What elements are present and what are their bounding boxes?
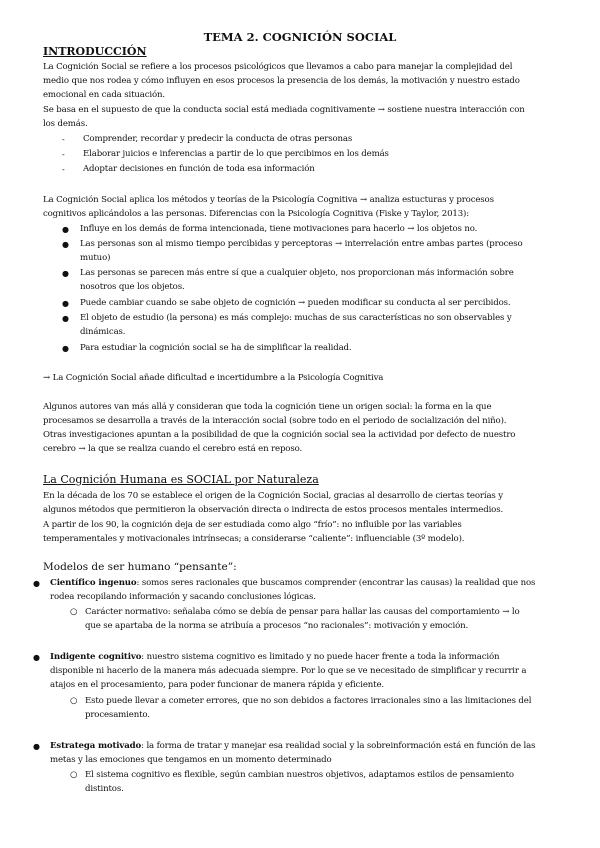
bullet-item-cont: dinámicas. <box>80 327 126 337</box>
bullet-item: Para estudiar la cognición social se ha de simplificar la realidad. <box>80 343 352 353</box>
model-sub-line: Carácter normativo: señalaba cómo se debía de pensar para hallar las causas del comportamiento → lo <box>85 607 520 617</box>
bullet-dot: ● <box>33 653 40 662</box>
arrow-note: → La Cognición Social añade dificultad e incertidumbre a la Psicología Cognitiva <box>43 373 384 383</box>
sub-bullet-circle: ○ <box>70 770 78 780</box>
model-line: Científico ingenuo: somos seres racionales que buscamos comprender (encontrar las causas) la realidad que nos <box>50 578 536 588</box>
intro-heading: INTRODUCCIÓN <box>43 45 147 58</box>
dash-item: Comprender, recordar y predecir la conducta de otras personas <box>83 134 353 144</box>
dash-marker: - <box>62 165 65 174</box>
section2-line: algunos métodos que permitieron la observación directa o indirecta de estos procesos mentales intermedios. <box>43 505 504 515</box>
bullet-item: Las personas se parecen más entre sí que a cualquier objeto, nos proporcionan más información sobre <box>80 268 514 278</box>
intro-p1-line: La Cognición Social se refiere a los procesos psicológicos que llevamos a cabo para manejar la complejidad del <box>43 62 513 72</box>
intro-p2-line: los demás. <box>43 119 88 129</box>
section2-line: temperamentales y motivacionales intrínsecas; a considerarse “caliente”: influenciable (3º modelo). <box>43 534 465 544</box>
section3-heading: Modelos de ser humano “pensante”: <box>43 561 237 573</box>
bullet-item: Las personas son al mismo tiempo percibidas y perceptoras → interrelación entre ambas partes (proceso <box>80 239 523 249</box>
bullet-dot: ● <box>62 269 69 278</box>
dash-item: Adoptar decisiones en función de toda esa información <box>83 164 315 174</box>
bullet-dot: ● <box>33 742 40 751</box>
bullet-dot: ● <box>62 240 69 249</box>
bullet-item-cont: mutuo) <box>80 253 111 263</box>
model-sub-line: El sistema cognitivo es flexible, según cambian nuestros objetivos, adaptamos estilos de pensamiento <box>85 770 514 780</box>
intro-p4-line: procesamos se desarrolla a través de la interacción social (sobre todo en el periodo de socialización del niño). <box>43 416 507 426</box>
model-sub-line: Esto puede llevar a cometer errores, que no son debidos a factores irracionales sino a las limitaciones del <box>85 696 532 706</box>
section2-heading: La Cognición Humana es SOCIAL por Naturaleza <box>43 473 319 486</box>
bullet-dot: ● <box>33 579 40 588</box>
dash-item: Elaborar juicios e inferencias a partir de lo que percibimos en los demás <box>83 149 389 159</box>
bullet-item-cont: nosotros que los objetos. <box>80 282 185 292</box>
section2-line: A partir de los 90, la cognición deja de ser estudiada como algo “frío”: no influible por las variables <box>43 520 462 530</box>
model-line: Indigente cognitivo: nuestro sistema cognitivo es limitado y no puede hacer frente a toda la información <box>50 652 500 662</box>
bullet-dot: ● <box>62 299 69 308</box>
model-line: atajos en el procesamiento, para poder funcionar de manera rápida y eficiente. <box>50 680 384 690</box>
dash-marker: - <box>62 150 65 159</box>
bullet-dot: ● <box>62 225 69 234</box>
model-sub-line: procesamiento. <box>85 710 150 720</box>
model-line: Estratega motivado: la forma de tratar y manejar esa realidad social y la sobreinformación está en función de las <box>50 741 536 751</box>
intro-p3-line: cognitivos aplicándolos a las personas. Diferencias con la Psicología Cognitiva (Fiske y Taylor, 2013): <box>43 209 469 219</box>
bullet-item: Influye en los demás de forma intencionada, tiene motivaciones para hacerlo → los objetos no. <box>80 224 478 234</box>
model-term: Estratega motivado <box>50 741 142 751</box>
model-sub-line: que se apartaba de la norma se atribuía a procesos “no racionales”: motivación y emoción. <box>85 621 469 631</box>
model-term: Científico ingenuo <box>50 578 137 588</box>
bullet-dot: ● <box>62 314 69 323</box>
dash-marker: - <box>62 135 65 144</box>
intro-p1-line: emocional en cada situación. <box>43 90 165 100</box>
intro-p3-line: La Cognición Social aplica los métodos y teorías de la Psicología Cognitiva → analiza estucturas y procesos <box>43 195 494 205</box>
intro-p2-line: Se basa en el supuesto de que la conducta social está mediada cognitivamente → sostiene nuestra interacción con <box>43 105 525 115</box>
model-line: rodea recopilando información y sacando conclusiones lógicas. <box>50 592 316 602</box>
intro-p1-line: medio que nos rodea y cómo influyen en esos procesos la presencia de los demás, la motivación y nuestro estado <box>43 76 520 86</box>
bullet-item: El objeto de estudio (la persona) es más complejo: muchas de sus características no son observables y <box>80 313 512 323</box>
intro-p4-line: cerebro → la que se realiza cuando el cerebro está en reposo. <box>43 444 303 454</box>
model-line: disponible ni hacerlo de la manera más adecuada siempre. Por lo que se ve necesitado de simplificar y recurrir a <box>50 666 527 676</box>
model-sub-line: distintos. <box>85 784 124 794</box>
sub-bullet-circle: ○ <box>70 696 78 706</box>
sub-bullet-circle: ○ <box>70 607 78 617</box>
document-title: TEMA 2. COGNICIÓN SOCIAL <box>203 30 397 44</box>
model-line: metas y las emociones que tengamos en un momento determinado <box>50 755 332 765</box>
model-term: Indigente cognitivo <box>50 652 142 662</box>
intro-p4-line: Otras investigaciones apuntan a la posibilidad de que la cognición social sea la actividad por defecto de nuestro <box>43 430 516 440</box>
bullet-dot: ● <box>62 344 69 353</box>
section2-line: En la década de los 70 se establece el origen de la Cognición Social, gracias al desarrollo de ciertas teorías y <box>43 491 503 501</box>
bullet-item: Puede cambiar cuando se sabe objeto de cognición → pueden modificar su conducta al ser percibidos. <box>80 298 511 308</box>
intro-p4-line: Algunos autores van más allá y consideran que toda la cognición tiene un origen social: la forma en la que <box>43 402 492 412</box>
